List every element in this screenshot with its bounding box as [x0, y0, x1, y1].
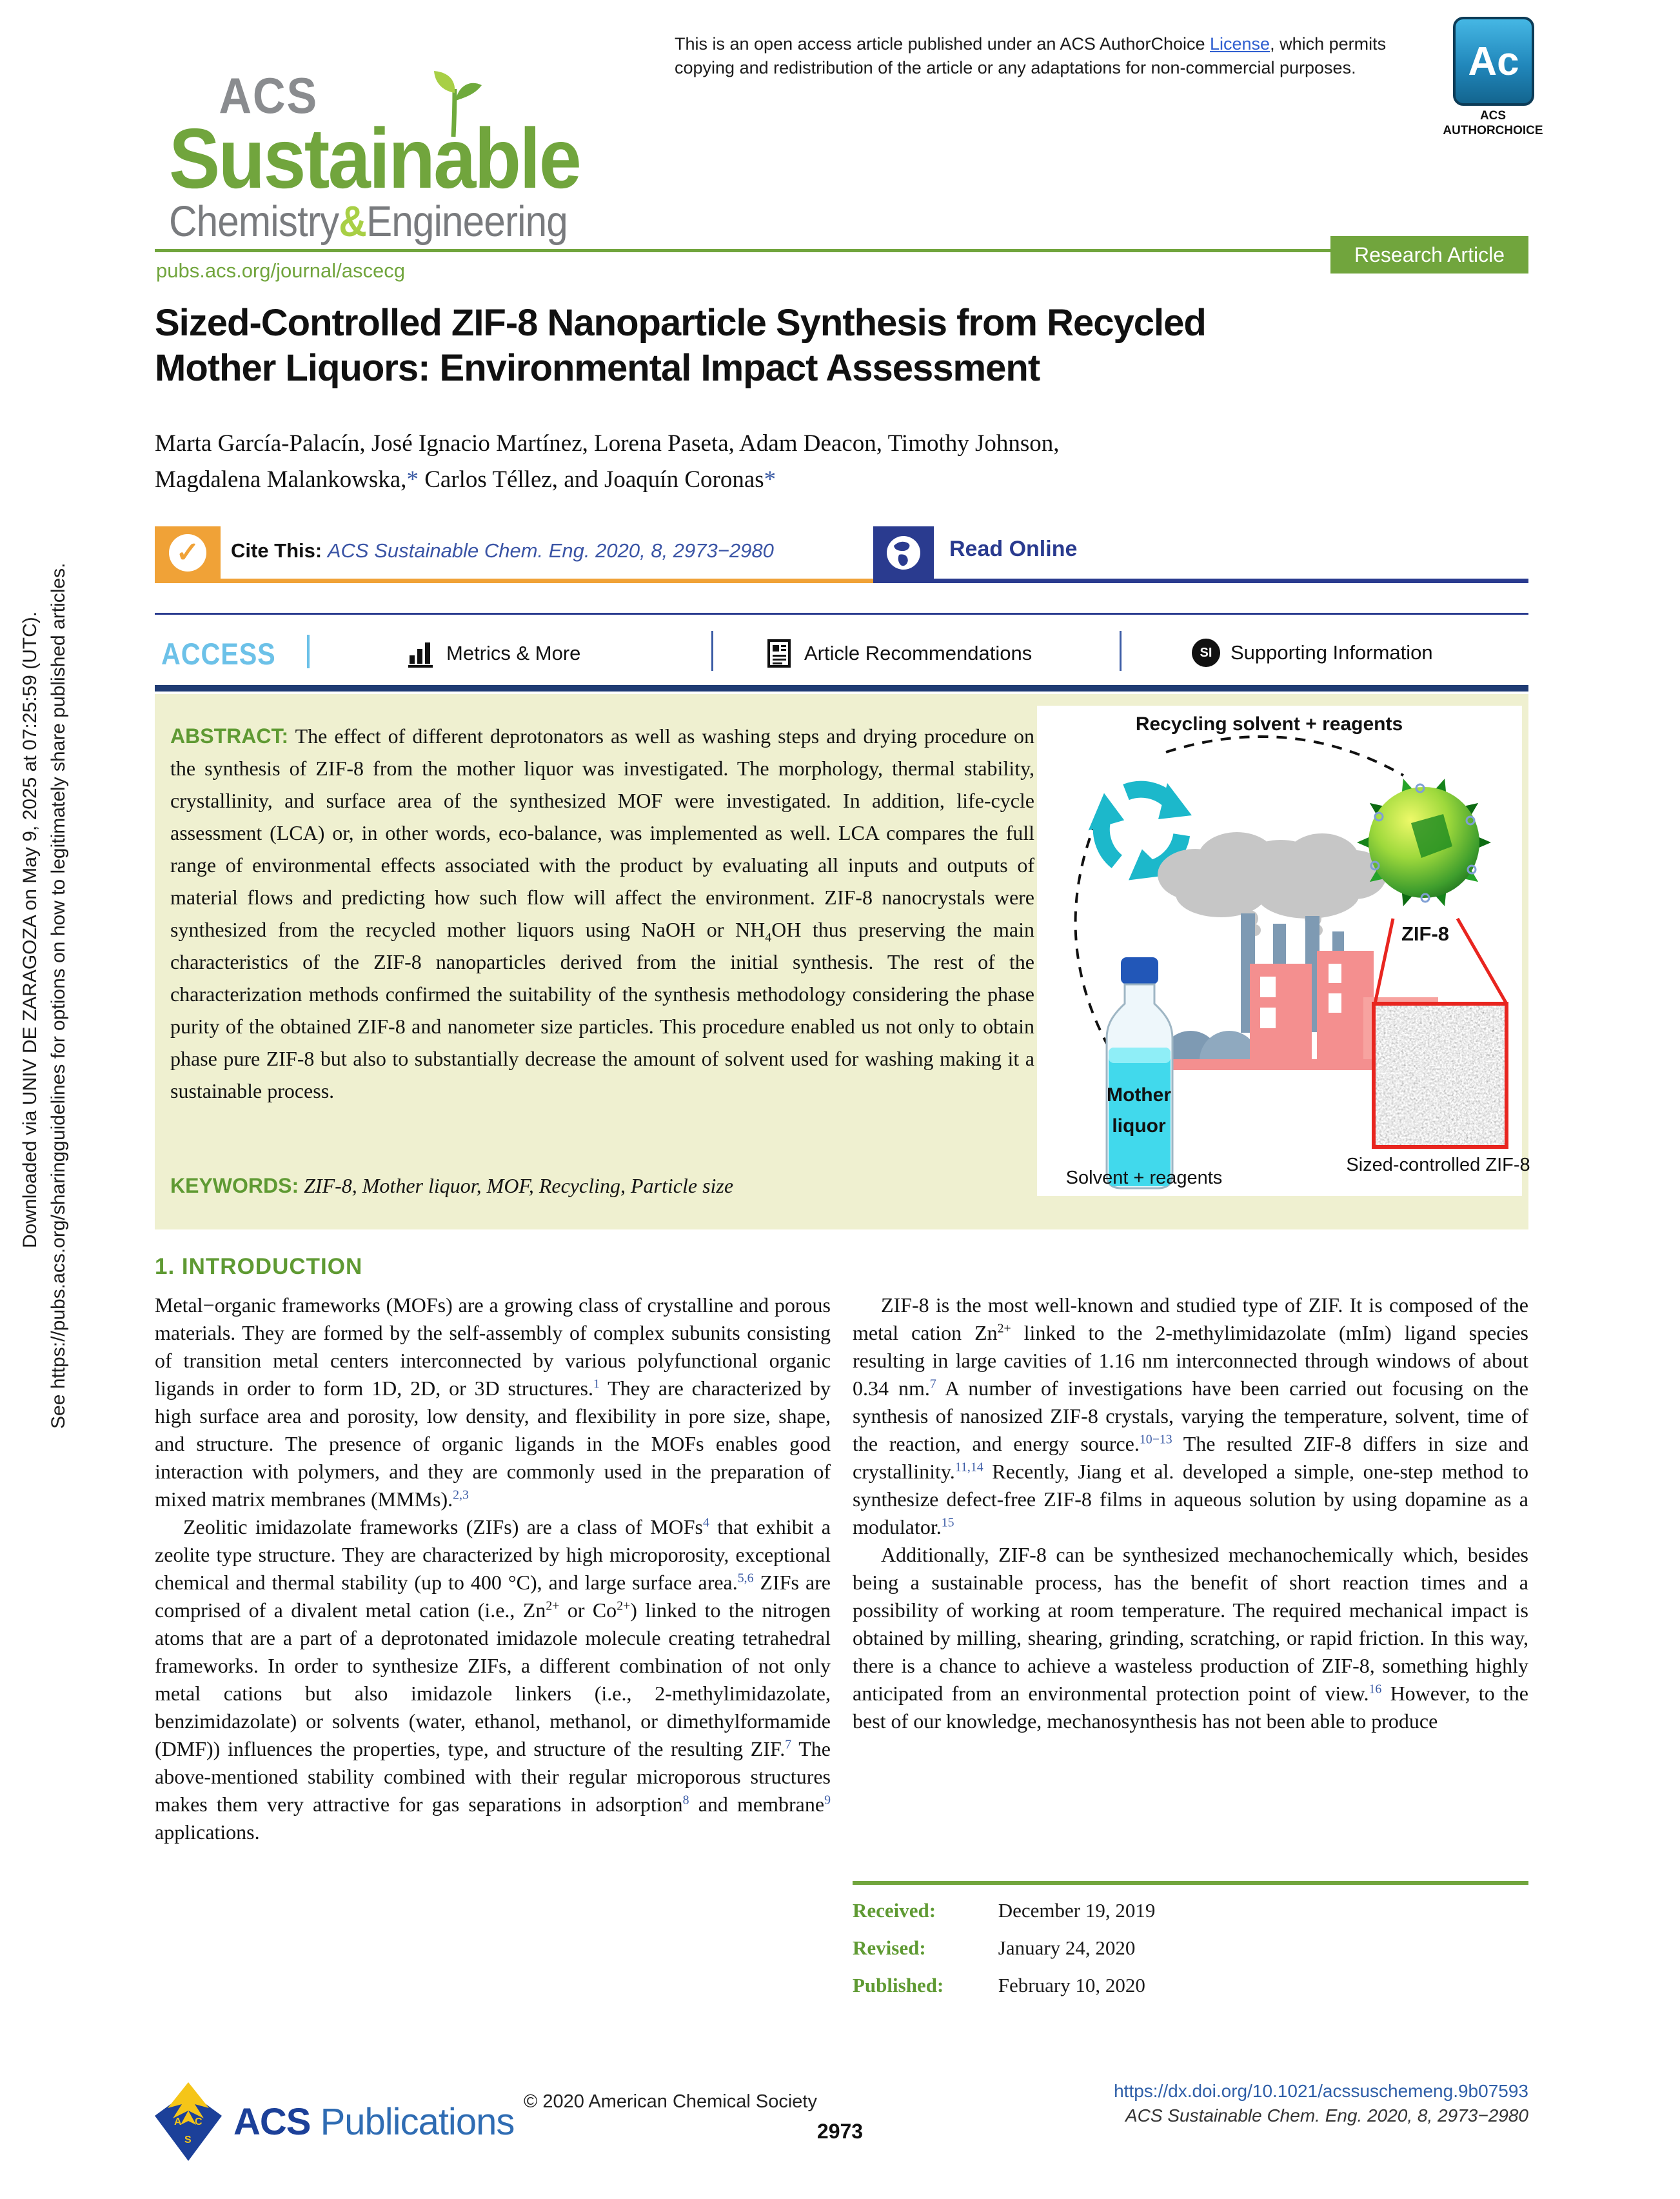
authorchoice-badge-text: Ac	[1468, 39, 1519, 84]
article-dates	[853, 1881, 1528, 1997]
zif8-label: ZIF-8	[1401, 922, 1450, 945]
graphical-abstract	[1037, 706, 1530, 1196]
abstract-label: ABSTRACT:	[170, 724, 289, 748]
solvent-reagents-label: Solvent + reagents	[1065, 1168, 1223, 1188]
document-icon	[764, 639, 794, 668]
bar-chart-icon	[406, 639, 436, 668]
open-access-text-2: , which permits copying and redistribution of the article or any adaptations for non-commercial purposes.	[675, 34, 1387, 77]
cite-check-icon: ✓	[155, 526, 221, 579]
published-row: Published: February 10, 2020	[853, 1974, 1145, 1996]
read-online-underline	[873, 579, 1528, 583]
intro-right-column	[853, 1291, 1528, 1735]
download-stamp: Downloaded via UNIV DE ZARAGOZA on May 9, 2025 at 07:25:59 (UTC).	[19, 611, 41, 1248]
authorchoice-label: ACS AUTHORCHOICE	[1443, 109, 1543, 137]
authorchoice-badge-icon	[1453, 17, 1534, 106]
si-icon: SI	[1192, 639, 1220, 667]
sharing-stamp: See https://pubs.acs.org/sharingguidelines for options on how to legitimately share published articles.	[48, 562, 69, 1429]
revised-row: Revised: January 24, 2020	[853, 1936, 1136, 1959]
svg-text:S: S	[184, 2134, 192, 2145]
corresponding-author-star[interactable]: *	[406, 466, 419, 493]
globe-icon[interactable]	[873, 526, 934, 579]
authors-line2: Magdalena Malankowska,* Carlos Téllez, and Joaquín Coronas*	[155, 466, 776, 493]
intro-left-column	[155, 1291, 831, 1846]
paragraph: Zeolitic imidazolate frameworks (ZIFs) are a class of MOFs$^4$ that exhibit a zeolite type structure. They are characterized by high microporosity, exceptional chemical and thermal stability (up to 400 °C), and large surface area.$^{5,6}$ ZIFs are comprised of a divalent metal cation (i.e., $Zn^{2+}$ or $Co^{2+}$) linked to the nitrogen atoms that are a part of a deprotonated imidazole molecule creating tetrahedral frameworks. In order to synthesize ZIFs, a different combination of not only metal cations but also imidazole linkers (i.e., 2-methylimidazolate, benzimidazolate) or solvents (water, ethanol, methanol, or dimethylformamide (DMF)) influences the properties, type, and structure of the resulting ZIF.$^7$ The above-mentioned stability combined with their regular microporous structures makes them very attractive for gas separations in adsorption$^8$ and membrane$^9$ applications.	[155, 1515, 831, 1844]
received-row: Received: December 19, 2019	[853, 1899, 1156, 1922]
logo-acs-text: ACS	[219, 67, 319, 124]
keywords-label: KEYWORDS:	[170, 1174, 299, 1197]
corresponding-author-star[interactable]: *	[764, 466, 776, 493]
logo-sustainable-text: Sustainable	[169, 111, 580, 206]
open-access-text: This is an open access article published under an ACS AuthorChoice	[675, 34, 1210, 54]
research-article-badge: Research Article	[1330, 236, 1528, 274]
keywords-line	[170, 1174, 1034, 1198]
journal-url[interactable]: pubs.acs.org/journal/ascecg	[156, 259, 406, 282]
paragraph: Metal−organic frameworks (MOFs) are a growing class of crystalline and porous materials. They are formed by the self-assembly of complex subunits consisting of transition metal centers interconnected by various polyfunctional organic ligands in order to form 1D, 2D, or 3D structures.$^1$ They are characterized by high surface area and porosity, low density, and flexibility in pore size, shape, and structure. The presence of organic ligands in the MOFs enables good interaction with polymers, and they are commonly used in the preparation of mixed matrix membranes (MMMs).$^{2,3}$	[155, 1293, 831, 1511]
mother-liquor-label: Mother liquor	[1107, 1084, 1171, 1137]
read-online-button[interactable]: Read Online	[949, 537, 1078, 561]
metrics-and-more-link[interactable]: Metrics & More	[406, 639, 580, 668]
graphic-top-label: Recycling solvent + reagents	[1135, 713, 1403, 735]
access-divider	[307, 635, 310, 668]
paragraph: ZIF-8 is the most well-known and studied type of ZIF. It is composed of the metal cation $Zn^{2+}$ linked to the 2-methylimidazolate (mIm) ligand species resulting in large cavities of 1.16 nm interconnected through windows of about 0.34 nm.$^7$ A number of investigations have been carried out focusing on the synthesis of nanosized ZIF-8 crystals, varying the temperature, solvent, time of the reaction, and energy source.$^{10-13}$ The resulted ZIF-8 differs in size and crystallinity.$^{11,14}$ Recently, Jiang et al. developed a simple, one-step method to synthesize defect-free ZIF-8 films in aqueous solution by using dopamine as a modulator.$^{15}$	[853, 1293, 1529, 1538]
journal-logo	[169, 67, 580, 246]
page-title: Sized-Controlled ZIF-8 Nanoparticle Synthesis from Recycled Mother Liquors: Environmental Impact Assessment	[155, 302, 1206, 389]
paragraph: Additionally, ZIF-8 can be synthesized mechanochemically which, besides being a sustainable process, has the benefit of short reaction times and a possibility of working at room temperature. The required mechanical impact is obtained by milling, shearing, grinding, scratching, or rapid friction. In this way, there is a chance to achieve a wasteless production of ZIF-8, something highly anticipated from an environmental protection point of view.$^{16}$ However, to the best of our knowledge, mechanosynthesis has not been able to produce	[853, 1543, 1529, 1733]
header-rule	[155, 249, 1528, 252]
keywords-values: ZIF-8, Mother liquor, MOF, Recycling, Particle size	[304, 1174, 734, 1197]
copyright-notice: © 2020 American Chemical Society	[524, 2091, 817, 2112]
journal-citation: ACS Sustainable Chem. Eng. 2020, 8, 2973−2980	[1125, 2105, 1528, 2125]
access-bar	[155, 613, 1528, 692]
supporting-information-link[interactable]: SI Supporting Information	[1192, 639, 1433, 667]
authors-line1: Marta García-Palacín, José Ignacio Martínez, Lorena Paseta, Adam Deacon, Timothy Johnson,	[155, 430, 1060, 457]
svg-text:C: C	[195, 2116, 203, 2127]
logo-chemistry-engineering: Chemistry&Engineering	[169, 197, 568, 246]
license-link[interactable]: License	[1210, 34, 1270, 54]
section-heading-introduction: 1. INTRODUCTION	[155, 1254, 363, 1279]
access-button[interactable]: ACCESS	[161, 637, 276, 671]
open-access-notice	[675, 32, 1429, 80]
abstract-section	[155, 694, 1528, 1229]
cite-bar	[155, 526, 1528, 584]
page-number: 2973	[816, 2120, 864, 2143]
acs-publications-text: ACS Publications	[233, 2100, 515, 2143]
sized-controlled-label: Sized-controlled ZIF-8	[1346, 1155, 1530, 1175]
cite-this[interactable]: Cite This: ACS Sustainable Chem. Eng. 2020, 8, 2973−2980	[231, 539, 774, 562]
svg-text:A: A	[174, 2116, 182, 2127]
doi-link[interactable]: https://dx.doi.org/10.1021/acssuschemeng.9b07593	[1114, 2081, 1528, 2101]
sprout-icon	[422, 67, 487, 138]
abstract-text: ABSTRACT: The effect of different deprotonators as well as washing steps and drying procedure on the synthesis of ZIF-8 from the mother liquor was investigated. The morphology, thermal stability, crystallinity, and surface area of the synthesized MOF were investigated. In addition, life-cycle assessment (LCA) or, in other words, eco-balance, was implemented as well. LCA compares the full range of environmental effects associated with the product by evaluating all inputs and outputs of material flows and predicting how such flow will affect the environment. ZIF-8 nanocrystals were synthesized from the recycled mother liquors using NaOH or $NH_4OH$ thus preserving the main characteristics of the ZIF-8 nanoparticles derived from the initial synthesis. The rest of the characterization methods confirmed the suitability of the synthesis methodology considering the phase purity of the obtained ZIF-8 and nanometer size particles. This procedure enabled us not only to obtain phase pure ZIF-8 but also to substantially decrease the amount of solvent used for washing making it a sustainable process.	[170, 724, 1035, 1102]
article-recommendations-link[interactable]: Article Recommendations	[764, 639, 1032, 668]
author-list	[155, 426, 1509, 498]
